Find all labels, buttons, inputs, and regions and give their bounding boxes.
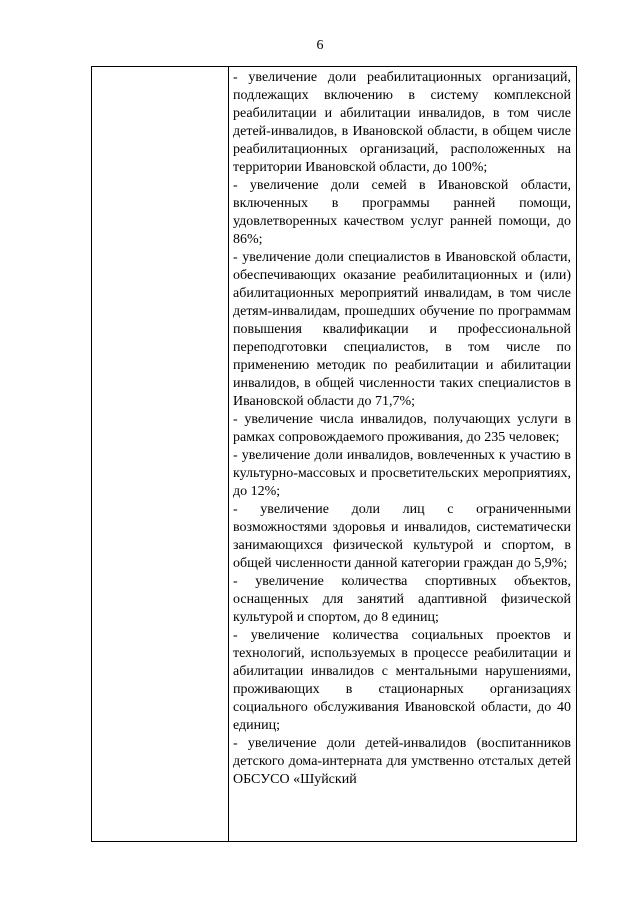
list-item: - увеличение доли лиц с ограниченными возможностями здоровья и инвалидов, систематически занимающихся физической культурой и спортом, в общей численности данной категории граждан до 5,9%; xyxy=(233,502,571,571)
list-item: - увеличение количества социальных проектов и технологий, используемых в процессе реабилитации и абилитации инвалидов с ментальными нарушениями, проживающих в стационарных организациях социального обслуживания Ивановской области, до 40 единиц; xyxy=(233,628,571,733)
document-table xyxy=(91,66,577,842)
list-item: - увеличение числа инвалидов, получающих услуги в рамках сопровождаемого проживания, до 235 человек; xyxy=(233,412,571,445)
table-left-cell xyxy=(92,67,229,841)
list-item: - увеличение доли специалистов в Ивановской области, обеспечивающих оказание реабилитационных и (или) абилитационных мероприятий инвалидам, в том числе детям-инвалидам, прошедших обучение по программам повышения квалификации и профессиональной переподготовки специалистов, в том числе по применению методик по реабилитации и абилитации инвалидов, в общей численности таких специалистов в Ивановской области до 71,7%; xyxy=(233,250,571,409)
table-right-cell xyxy=(229,67,576,841)
list-item: - увеличение количества спортивных объектов, оснащенных для занятий адаптивной физической культурой и спортом, до 8 единиц; xyxy=(233,574,571,625)
list-item: - увеличение доли семей в Ивановской области, включенных в программы ранней помощи, удовлетворенных качеством услуг ранней помощи, до 86%; xyxy=(233,178,571,247)
list-item: - увеличение доли инвалидов, вовлеченных к участию в культурно-массовых и просветительских мероприятиях, до 12%; xyxy=(233,448,571,499)
page-number: 6 xyxy=(316,38,324,53)
list-item: - увеличение доли реабилитационных организаций, подлежащих включению в систему комплексной реабилитации и абилитации инвалидов, в том числе детей-инвалидов, в Ивановской области, в общем числе реабилитационных организаций, расположенных на территории Ивановской области, до 100%; xyxy=(233,70,571,175)
list-item: - увеличение доли детей-инвалидов (воспитанников детского дома-интерната для умственно отсталых детей ОБСУСО «Шуйский xyxy=(233,736,571,787)
